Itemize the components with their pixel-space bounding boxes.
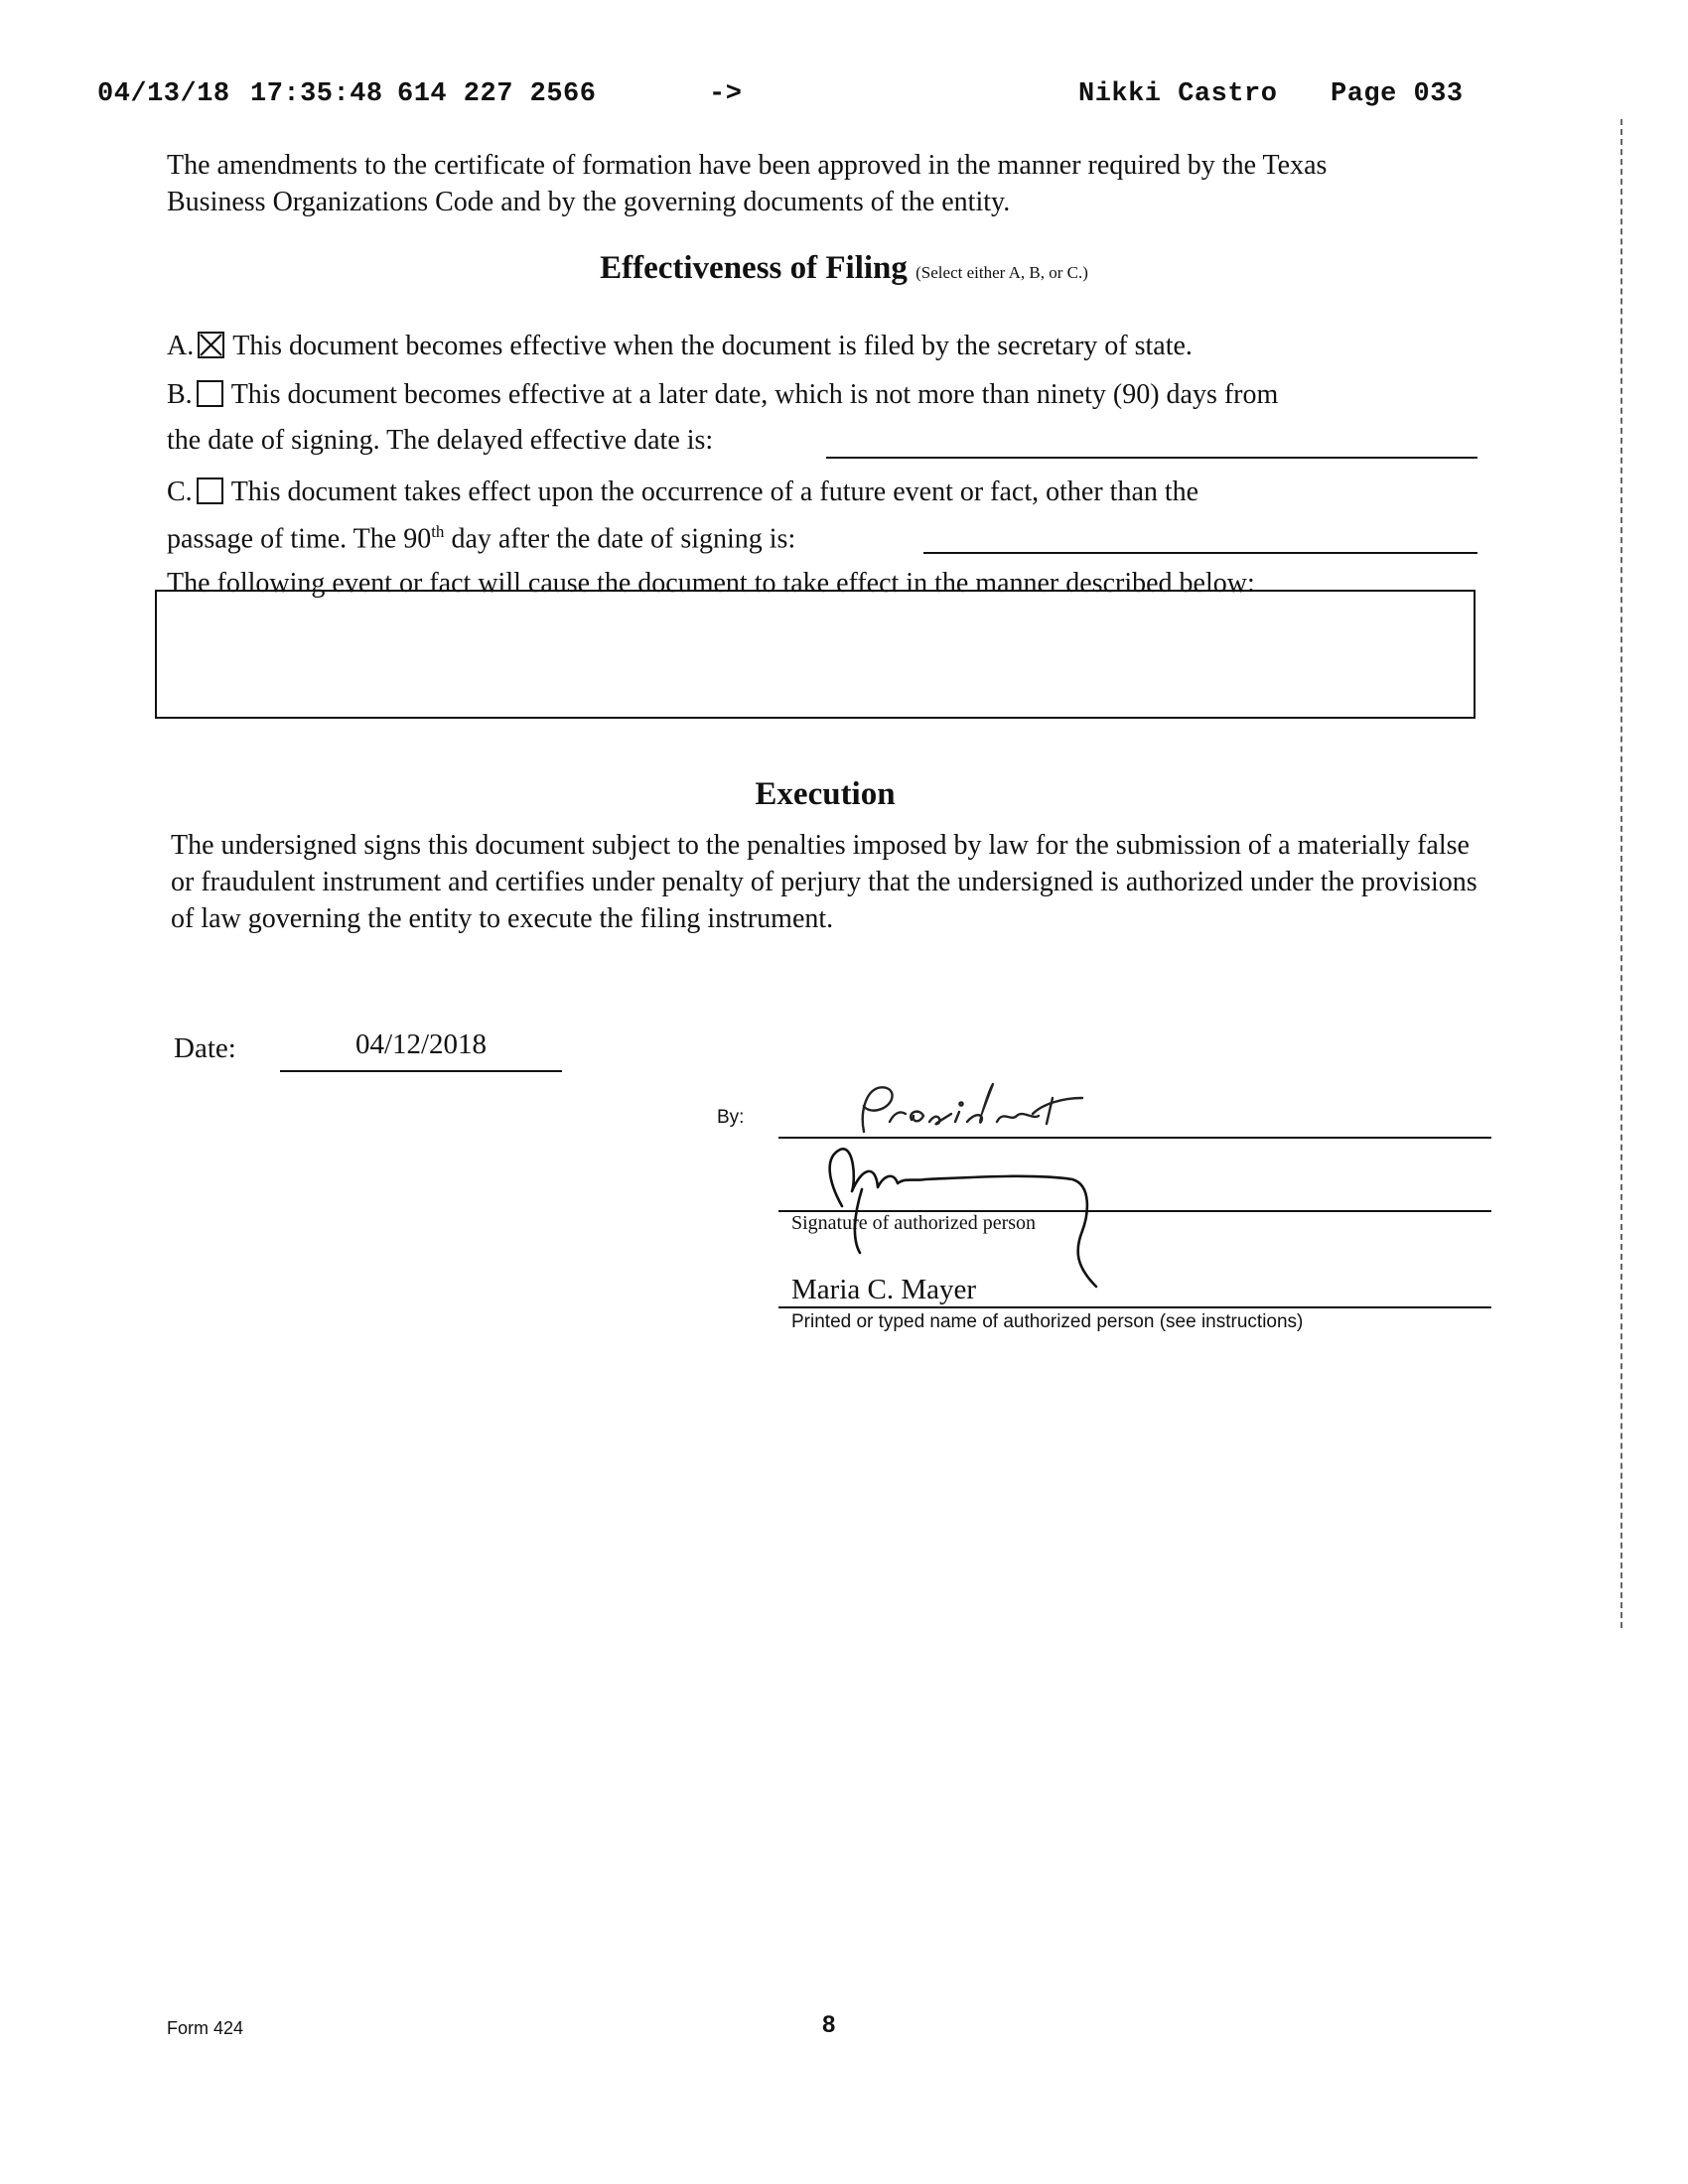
fax-page: Page 033 bbox=[1331, 79, 1464, 109]
date-value[interactable]: 04/12/2018 bbox=[354, 1028, 488, 1060]
execution-paragraph: The undersigned signs this document subject to the penalties imposed by law for the submission of a materially false or fraudulent instrument and certifies under penalty of perjury that the undersigned is authorized under the provisions of law governing the entity to execute the filing instrument. bbox=[171, 830, 1477, 934]
intro-paragraph: The amendments to the certificate of formation have been approved in the manner required by the Texas Business Organizations Code and by the governing documents of the entity. bbox=[167, 150, 1328, 217]
option-b-letter: B. bbox=[167, 379, 193, 410]
option-c-text-line1: This document takes effect upon the occurrence of a future event or fact, other than the bbox=[230, 477, 1199, 507]
page-number: 8 bbox=[822, 2011, 836, 2038]
date-label: Date: bbox=[174, 1032, 236, 1064]
printed-name-caption: Printed or typed name of authorized person (see instructions) bbox=[791, 1311, 1304, 1332]
signature-caption: Signature of authorized person bbox=[791, 1212, 1037, 1234]
option-c-text-line2-post: day after the date of signing is: bbox=[444, 523, 796, 555]
option-a-text: This document becomes effective when the document is filed by the secretary of state. bbox=[232, 331, 1193, 361]
by-label: By: bbox=[717, 1107, 745, 1128]
fax-date: 04/13/18 bbox=[97, 79, 230, 109]
option-a-letter: A. bbox=[167, 331, 195, 361]
handwritten-title-mark bbox=[863, 1084, 1082, 1132]
execution-heading: Execution bbox=[755, 776, 896, 812]
printed-name[interactable]: Maria C. Mayer bbox=[791, 1274, 977, 1305]
option-b-text-line2: the date of signing. The delayed effective date is: bbox=[167, 425, 714, 456]
event-text: The following event or fact will cause the document to take effect in the manner described below: bbox=[167, 568, 1255, 599]
fax-arrow: -> bbox=[709, 79, 743, 109]
form-number: Form 424 bbox=[167, 2018, 244, 2038]
option-c-letter: C. bbox=[167, 477, 193, 507]
option-c-ordinal: th bbox=[431, 522, 445, 541]
option-b-text-line1: This document becomes effective at a later date, which is not more than ninety (90) days from bbox=[230, 379, 1279, 410]
option-c-text-line2-pre: passage of time. The 90 bbox=[167, 523, 432, 555]
fax-phone: 614 227 2566 bbox=[397, 79, 597, 109]
printed-name-line bbox=[778, 1306, 1491, 1308]
fax-recipient: Nikki Castro bbox=[1078, 79, 1278, 109]
fax-time: 17:35:48 bbox=[250, 79, 383, 109]
effectiveness-heading-text: Effectiveness of Filing bbox=[600, 250, 908, 286]
effectiveness-heading-note: (Select either A, B, or C.) bbox=[915, 263, 1088, 282]
